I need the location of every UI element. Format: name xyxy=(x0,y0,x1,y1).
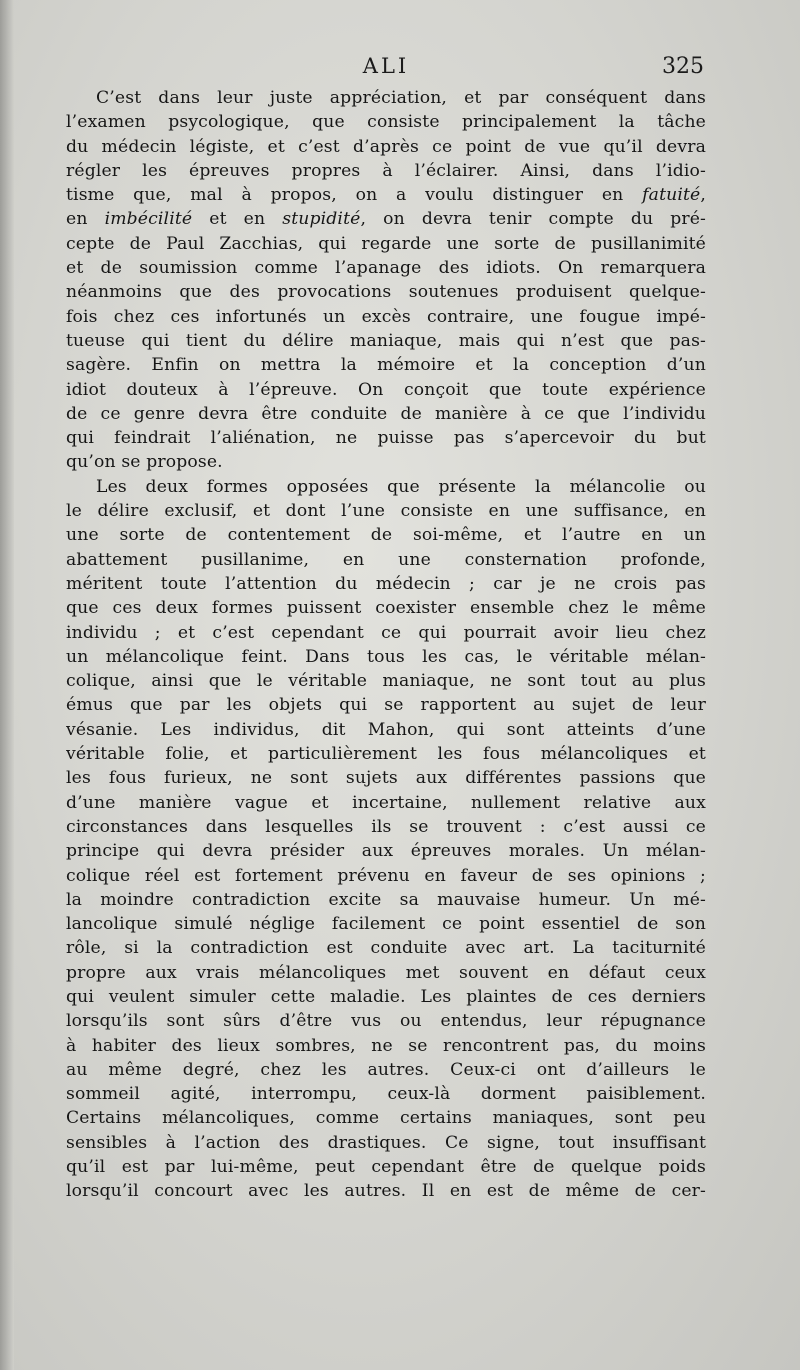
page-gutter-shadow xyxy=(0,0,14,1370)
line-text: néanmoins que des provocations soutenues produisent quelque- xyxy=(66,282,706,303)
italic-term: imbécilité xyxy=(104,209,193,230)
line-text: au même degré, chez les autres. Ceux-ci ont d’ailleurs le xyxy=(66,1059,706,1080)
line-text: cepte de Paul Zacchias, qui regarde une sorte de pusillanimité xyxy=(66,233,706,254)
line-text: individu ; et c’est cependant ce qui pourrait avoir lieu chez xyxy=(66,622,706,643)
line-text: C’est dans leur juste appréciation, et par conséquent dans xyxy=(96,88,706,108)
text-line xyxy=(66,499,706,523)
text-line xyxy=(66,742,706,766)
text-line xyxy=(66,985,706,1009)
line-text: de ce genre devra être conduite de manière à ce que l’individu xyxy=(66,403,706,424)
italic-term: stupidité xyxy=(282,209,361,230)
text-line xyxy=(66,475,706,499)
text-line xyxy=(66,621,706,645)
text-line xyxy=(66,572,706,596)
line-text: la moindre contradiction excite sa mauvaise humeur. Un mé- xyxy=(66,889,706,910)
line-text: sommeil agité, interrompu, ceux-là dorment paisiblement. xyxy=(66,1084,706,1105)
line-text: qui veulent simuler cette maladie. Les plaintes de ces derniers xyxy=(66,986,706,1007)
page-header xyxy=(66,52,706,86)
text-line xyxy=(66,353,706,377)
line-text: émus que par les objets qui se rapportent au sujet de leur xyxy=(66,695,706,716)
text-line xyxy=(66,961,706,985)
line-text: lorsqu’il concourt avec les autres. Il en est de même de cer- xyxy=(66,1181,706,1202)
line-text: circonstances dans lesquelles ils se trouvent : c’est aussi ce xyxy=(66,816,706,837)
line-text: un mélancolique feint. Dans tous les cas, le véritable mélan- xyxy=(66,646,706,667)
text-line xyxy=(66,693,706,717)
text-line xyxy=(66,1009,706,1033)
text-line xyxy=(66,450,706,474)
line-text: sagère. Enfin on mettra la mémoire et la conception d’un xyxy=(66,355,706,376)
line-text: vésanie. Les individus, dit Mahon, qui sont atteints d’une xyxy=(66,719,706,740)
text-line xyxy=(66,329,706,353)
line-text: une sorte de contentement de soi-même, et l’autre en un xyxy=(66,525,706,546)
line-text: fois chez ces infortunés un excès contraire, une fougue impé- xyxy=(66,306,706,327)
line-text: propre aux vrais mélancoliques met souvent en défaut ceux xyxy=(66,962,706,983)
text-line xyxy=(66,426,706,450)
line-text: , xyxy=(700,185,706,206)
text-line xyxy=(66,864,706,888)
text-line xyxy=(66,839,706,863)
line-text: régler les épreuves propres à l’éclairer. Ainsi, dans l’idio- xyxy=(66,160,706,181)
line-text: d’une manière vague et incertaine, nullement relative aux xyxy=(66,792,706,813)
line-text: principe qui devra présider aux épreuves morales. Un mélan- xyxy=(66,841,706,862)
text-line xyxy=(66,912,706,936)
text-line xyxy=(66,135,706,159)
text-line xyxy=(66,159,706,183)
text-line xyxy=(66,1034,706,1058)
text-line xyxy=(66,766,706,790)
text-line xyxy=(66,1131,706,1155)
text-line xyxy=(66,280,706,304)
text-line xyxy=(66,256,706,280)
line-text: qu’on se propose. xyxy=(66,452,223,473)
text-line xyxy=(66,523,706,547)
line-text: tisme que, mal à propos, on a voulu distinguer en xyxy=(66,185,624,206)
line-text: abattement pusillanime, en une consternation profonde, xyxy=(66,549,706,570)
text-line xyxy=(66,183,706,207)
text-line xyxy=(66,1082,706,1106)
line-text: méritent toute l’attention du médecin ; car je ne crois pas xyxy=(66,573,706,594)
running-head: ALI xyxy=(362,54,410,78)
line-text: lorsqu’ils sont sûrs d’être vus ou entendus, leur répugnance xyxy=(66,1011,706,1032)
text-line xyxy=(66,669,706,693)
line-text: qui feindrait l’aliénation, ne puisse pas s’apercevoir du but xyxy=(66,428,706,449)
line-text: et de soumission comme l’apanage des idiots. On remarquera xyxy=(66,258,706,279)
line-text: à habiter des lieux sombres, ne se rencontrent pas, du moins xyxy=(66,1035,706,1056)
italic-term: fatuité xyxy=(642,185,701,206)
line-text: et en xyxy=(192,209,283,230)
text-line xyxy=(66,232,706,256)
text-line xyxy=(66,378,706,402)
text-line xyxy=(66,936,706,960)
line-text: véritable folie, et particulièrement les fous mélancoliques et xyxy=(66,744,706,765)
line-text: idiot douteux à l’épreuve. On conçoit que toute expérience xyxy=(66,379,706,400)
text-line xyxy=(66,596,706,620)
text-line xyxy=(66,305,706,329)
text-line xyxy=(66,1058,706,1082)
line-text: en xyxy=(66,209,105,230)
line-text: que ces deux formes puissent coexister ensemble chez le même xyxy=(66,598,706,619)
text-line xyxy=(66,718,706,742)
line-text: Les deux formes opposées que présente la mélancolie ou xyxy=(96,476,706,497)
text-line xyxy=(66,86,706,110)
line-text: rôle, si la contradiction est conduite avec art. La taciturnité xyxy=(66,938,706,959)
text-line xyxy=(66,791,706,815)
text-line xyxy=(66,1106,706,1130)
line-text: Certains mélancoliques, comme certains maniaques, sont peu xyxy=(66,1108,706,1129)
line-text: , on devra tenir compte du pré- xyxy=(360,209,706,230)
text-line xyxy=(66,548,706,572)
line-text: du médecin légiste, et c’est d’après ce point de vue qu’il devra xyxy=(66,136,706,157)
line-text: l’examen psycologique, que consiste principalement la tâche xyxy=(66,112,706,133)
text-line xyxy=(66,1155,706,1179)
line-text: lancolique simulé néglige facilement ce point essentiel de son xyxy=(66,914,706,935)
line-text: sensibles à l’action des drastiques. Ce signe, tout insuffisant xyxy=(66,1132,706,1153)
line-text: colique, ainsi que le véritable maniaque, ne sont tout au plus xyxy=(66,671,706,692)
text-line xyxy=(66,1179,706,1203)
line-text: tueuse qui tient du délire maniaque, mais qui n’est que pas- xyxy=(66,330,706,351)
text-line xyxy=(66,402,706,426)
line-text: qu’il est par lui-même, peut cependant être de quelque poids xyxy=(66,1157,706,1178)
line-text: les fous furieux, ne sont sujets aux différentes passions que xyxy=(66,768,706,789)
line-text: colique réel est fortement prévenu en faveur de ses opinions ; xyxy=(66,865,706,886)
line-text: le délire exclusif, et dont l’une consiste en une suffisance, en xyxy=(66,501,706,522)
text-line xyxy=(66,207,706,231)
text-line xyxy=(66,888,706,912)
text-line xyxy=(66,645,706,669)
text-line xyxy=(66,110,706,134)
text-line xyxy=(66,815,706,839)
text-body xyxy=(66,86,706,1204)
page-number: 325 xyxy=(662,54,704,79)
